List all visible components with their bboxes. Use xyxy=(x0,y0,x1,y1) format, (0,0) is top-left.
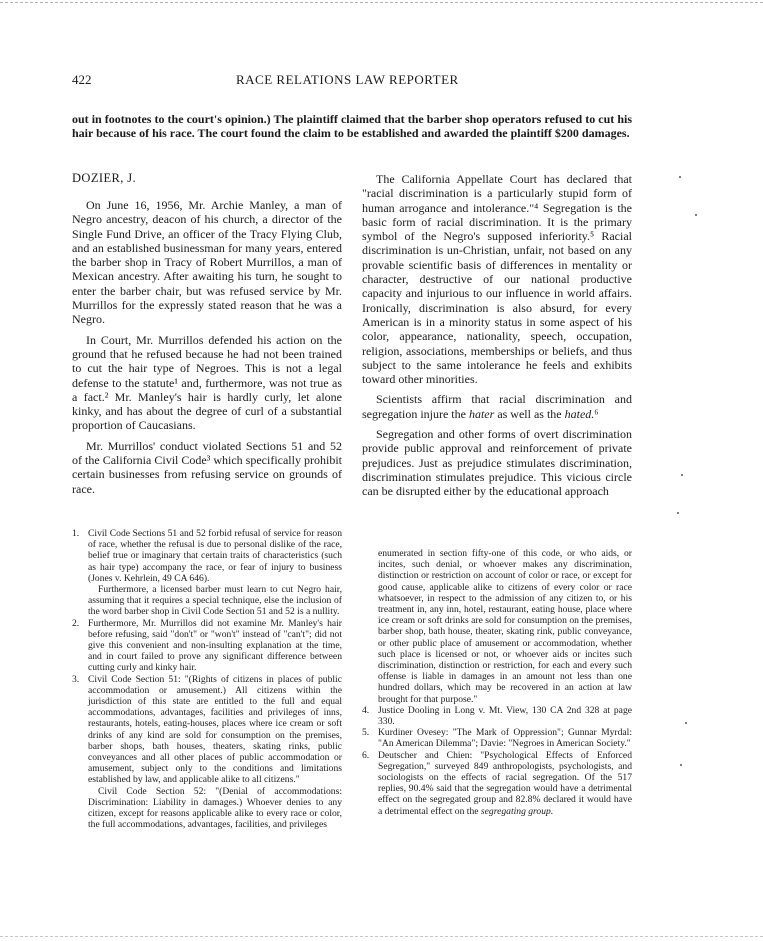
scan-speck xyxy=(680,764,682,766)
emphasis-hater: hater xyxy=(468,406,495,421)
footnote-1 xyxy=(72,528,342,584)
footnote-2 xyxy=(72,618,342,674)
scan-speck xyxy=(679,176,681,178)
bottom-dashed-rule xyxy=(0,936,763,937)
emphasis-segregating: segregating group. xyxy=(480,805,554,817)
running-head: RACE RELATIONS LAW REPORTER xyxy=(236,72,459,87)
right-column xyxy=(362,172,632,505)
case-summary: out in footnotes to the court's opinion.) The plaintiff claimed that the barber shop operators refused to cut his hair because of his race. The court found the claim to be established and awarded the plaintiff $200 damages. xyxy=(72,112,632,140)
footnote-text: Kurdiner Ovesey: "The Mark of Oppression"; Gunnar Myrdal: "An American Dilemma"; Davie: "Negroes in American Society." xyxy=(378,727,632,750)
footnote-number: 2. xyxy=(72,617,80,629)
footnote-number: 3. xyxy=(72,673,80,685)
footnotes-right xyxy=(362,548,632,817)
footnote-3 xyxy=(72,674,342,786)
footnote-5 xyxy=(362,727,632,749)
footnote-text xyxy=(378,750,632,817)
page-number: 422 xyxy=(72,72,92,87)
footnote-text: Civil Code Section 51: "(Rights of citizens in places of public accommodation or amusement.) All citizens within the jurisdiction of this state are entitled to the full and equal accommodations, advantages, facilities and privileges of inns, restaurants, hotels, eating-houses, places where ice cream or soft drinks of any kind are sold for consumption on the premises, barber shops, bath houses, theaters, skating rinks, public conveyances and all other places of public accommodation or amusement, subject only to the conditions and limitations established by law, and applicable alike to all citizens." xyxy=(88,673,342,786)
footnote-number: 6. xyxy=(362,749,370,761)
footnote-number: 5. xyxy=(362,727,370,739)
text-run: Deutscher and Chien: "Psychological Effects of Enforced Segregation," surveyed 849 anthropologists, psychologists, and sociologists on the effects of racial segregation. Of the 517 replies, 90.4% said that the segregation would have a detrimental effect on the segregated group and 82.8% declared it would have a detrimental effect on the xyxy=(378,749,632,817)
left-column xyxy=(72,198,342,502)
scan-speck xyxy=(681,474,683,476)
footnote-6 xyxy=(362,750,632,817)
footnote-number: 4. xyxy=(362,704,370,716)
footnote-paragraph: Furthermore, a licensed barber must learn to cut Negro hair, assuming that it requires a special technique, else the inclusion of the word barber shop in Civil Code Section 51 and 52 is a nullity. xyxy=(88,584,342,618)
body-paragraph: On June 16, 1956, Mr. Archie Manley, a man of Negro ancestry, deacon of his church, a director of the Single Fund Drive, an officer of the Tracy Flying Club, and an established businessman for many years, entered the barber shop in Tracy of Robert Murrillos, a man of Mexican ancestry. After awaiting his turn, he sought to enter the barber chair, but was refused service by Mr. Murrillos for the expressly stated reason that he was a Negro. xyxy=(72,198,342,327)
text-run: as well as the xyxy=(497,406,562,421)
body-paragraph xyxy=(362,392,632,421)
footnote-text: Civil Code Sections 51 and 52 forbid refusal of service for reason of race, whether the refusal is due to personal dislike of the race, belief true or imaginary that certain traits of characteristics (such as hair type) accompany the race, or fear of injury to business (Jones v. Kehrlein, 49 CA 646). xyxy=(88,528,342,584)
scan-speck xyxy=(677,512,679,514)
body-paragraph: Segregation and other forms of overt discrimination provide public approval and reinforcement of private prejudices. Just as prejudice stimulates discrimination, discrimination stimulates prejudice. This vicious circle can be disrupted either by the educational approach xyxy=(362,427,632,499)
scan-speck xyxy=(685,722,687,724)
footnote-paragraph: Civil Code Section 52: "(Denial of accommodations: Discrimination: Liability in damages.) Whoever denies to any citizen, except for reasons applicable alike to every race or color, the full accommodations, advantages, facilities, and privileges xyxy=(88,785,342,831)
emphasis-hated: hated. xyxy=(564,406,595,421)
scan-speck xyxy=(695,214,697,216)
body-paragraph: Mr. Murrillos' conduct violated Sections 51 and 52 of the California Civil Code³ which specifically prohibit certain businesses from refusing service on grounds of race. xyxy=(72,438,342,496)
body-paragraph: The California Appellate Court has declared that "racial discrimination is a particularly stupid form of human arrogance and intolerance."⁴ Segregation is the basic form of racial discrimination. It is the primary symbol of the Negro's supposed inferiority.⁵ Racial discrimination is un-Christian, unfair, not based on any provable scientific basis of differences in mentality or character, destructive of our national productive capacity and injurious to our influence in world affairs. Ironically, discrimination is also absurd, for every American is in a minority status in some aspect of his color, appearance, nationality, speech, occupation, religion, associations, memberships or beliefs, and thus subject to the same intolerance he feels and exhibits toward other minorities. xyxy=(362,172,632,387)
top-dashed-rule xyxy=(0,2,763,3)
footnote-text: Justice Dooling in Long v. Mt. View, 130 CA 2nd 328 at page 330. xyxy=(378,704,632,728)
footnotes-left xyxy=(72,528,342,830)
footnote-continuation: enumerated in section fifty-one of this code, or who aids, or incites, such denial, or whoever makes any discrimination, distinction or restriction on account of color or race, or except for good cause, applicable alike to citizens of every color or race whatsoever, in respect to the admission of any citizen to, or his treatment in, any inn, hotel, restaurant, eating house, place where ice cream or soft drinks are sold for consumption on the premises, barber shop, bath house, theater, skating rink, public conveyance, or other public place of amusement or accommodation, whether such place is licensed or not, or whoever aids or incites such discrimination, distinction or restriction, for each and every such offense is liable in damages in an amount not less than one hundred dollars, which may be recovered in an action at law brought for that purpose." xyxy=(378,548,632,705)
text-run: Scientists affirm that racial discrimination and segregation injure the xyxy=(362,392,632,421)
footnote-ref: ⁶ xyxy=(594,406,599,421)
footnote-4 xyxy=(362,705,632,727)
judge-name: DOZIER, J. xyxy=(72,171,137,185)
footnote-text: Furthermore, Mr. Murrillos did not examine Mr. Manley's hair before refusing, said "don't" or "won't" instead of "can't"; did not give this convenient and non-insulting explanation at the time, and in court failed to prove any significant difference between cutting curly and kinky hair. xyxy=(88,617,342,674)
body-paragraph: In Court, Mr. Murrillos defended his action on the ground that he refused because he had not been trained to cut the hair type of Negroes. This is not a legal defense to the statute¹ and, furthermore, was not true as a fact.² Mr. Manley's hair is hardly curly, let alone kinky, and has about the degree of curl of a substantial proportion of Caucasians. xyxy=(72,332,342,433)
footnote-number: 1. xyxy=(72,528,80,539)
